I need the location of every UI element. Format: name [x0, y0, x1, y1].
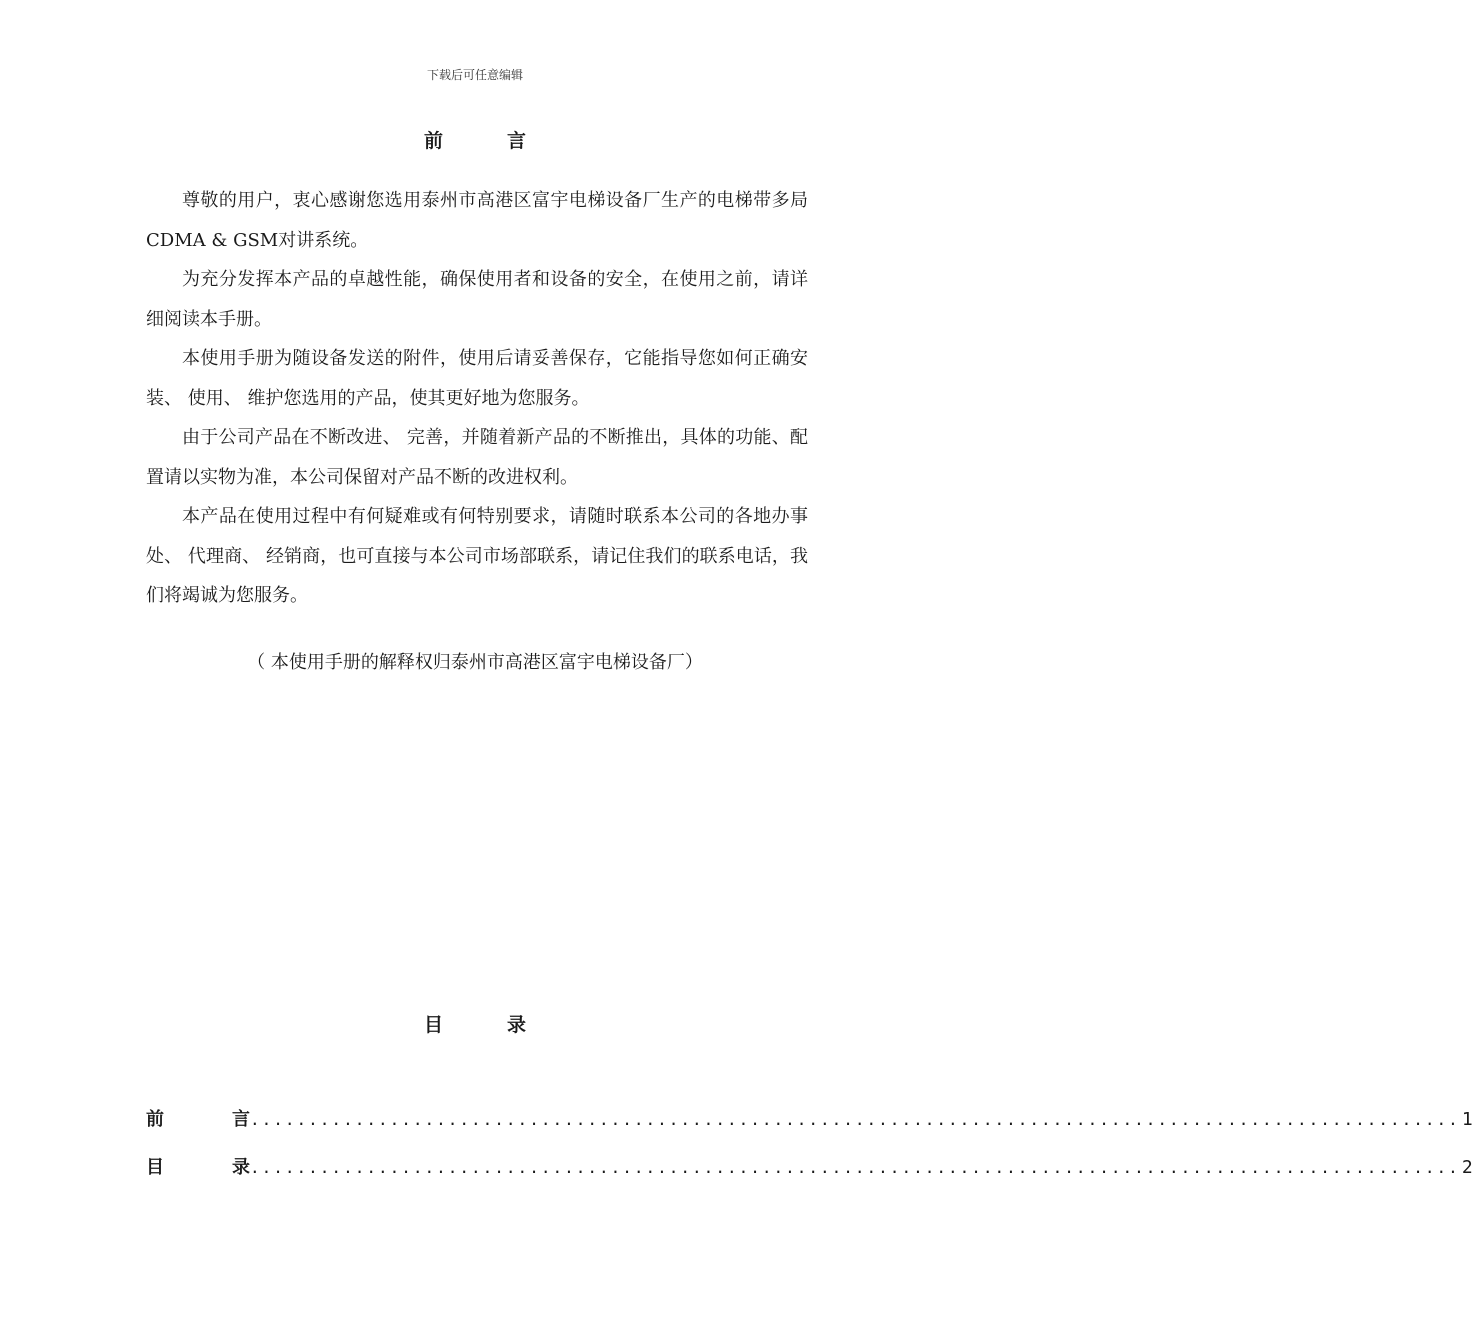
toc-page-number: 1	[1461, 1109, 1473, 1130]
toc-entry-label	[146, 1153, 250, 1179]
copyright-footnote: （ 本使用手册的解释权归泰州市高港区富宇电梯设备厂）	[247, 652, 703, 673]
preface-body	[146, 181, 808, 616]
preface-paragraph: 为充分发挥本产品的卓越性能，确保使用者和设备的安全，在使用之前，请详细阅读本手册。	[146, 269, 808, 330]
preface-title-char-1: 前	[423, 130, 443, 152]
toc-entry-label-char: 言	[232, 1109, 250, 1130]
preface-title	[0, 126, 950, 153]
toc-entry-label-char: 录	[232, 1157, 250, 1178]
toc-leader-dots: ........................................................................................................	[250, 1158, 1460, 1177]
toc-entry-label	[146, 1105, 250, 1131]
toc-entry-preface[interactable]	[146, 1105, 1473, 1131]
toc-title	[0, 1010, 950, 1037]
toc-page-number: 2	[1461, 1157, 1473, 1178]
preface-paragraph: 本产品在使用过程中有何疑难或有何特别要求，请随时联系本公司的各地办事处、 代理商、 经销商，也可直接与本公司市场部联系，请记住我们的联系电话，我们将竭诚为您服务。	[146, 506, 808, 606]
toc-title-char-1: 目	[423, 1014, 443, 1036]
toc-entry-label-char: 目	[146, 1157, 164, 1178]
toc-entry-label-char: 前	[146, 1109, 164, 1130]
header-note: 下载后可任意编辑	[426, 68, 523, 82]
preface-paragraph: 由于公司产品在不断改进、 完善，并随着新产品的不断推出，具体的功能、配置请以实物为准，本公司保留对产品不断的改进权利。	[146, 427, 808, 488]
preface-paragraph: 本使用手册为随设备发送的附件，使用后请妥善保存，它能指导您如何正确安装、 使用、 维护您选用的产品，使其更好地为您服务。	[146, 348, 808, 409]
toc-title-char-2: 录	[507, 1014, 527, 1036]
preface-title-char-2: 言	[507, 130, 527, 152]
toc-entry-contents[interactable]	[146, 1153, 1473, 1179]
preface-paragraph: 尊敬的用户，衷心感谢您选用泰州市高港区富宇电梯设备厂生产的电梯带多局CDMA & GSM对讲系统。	[146, 190, 808, 251]
toc-leader-dots: ........................................................................................................	[250, 1110, 1460, 1129]
